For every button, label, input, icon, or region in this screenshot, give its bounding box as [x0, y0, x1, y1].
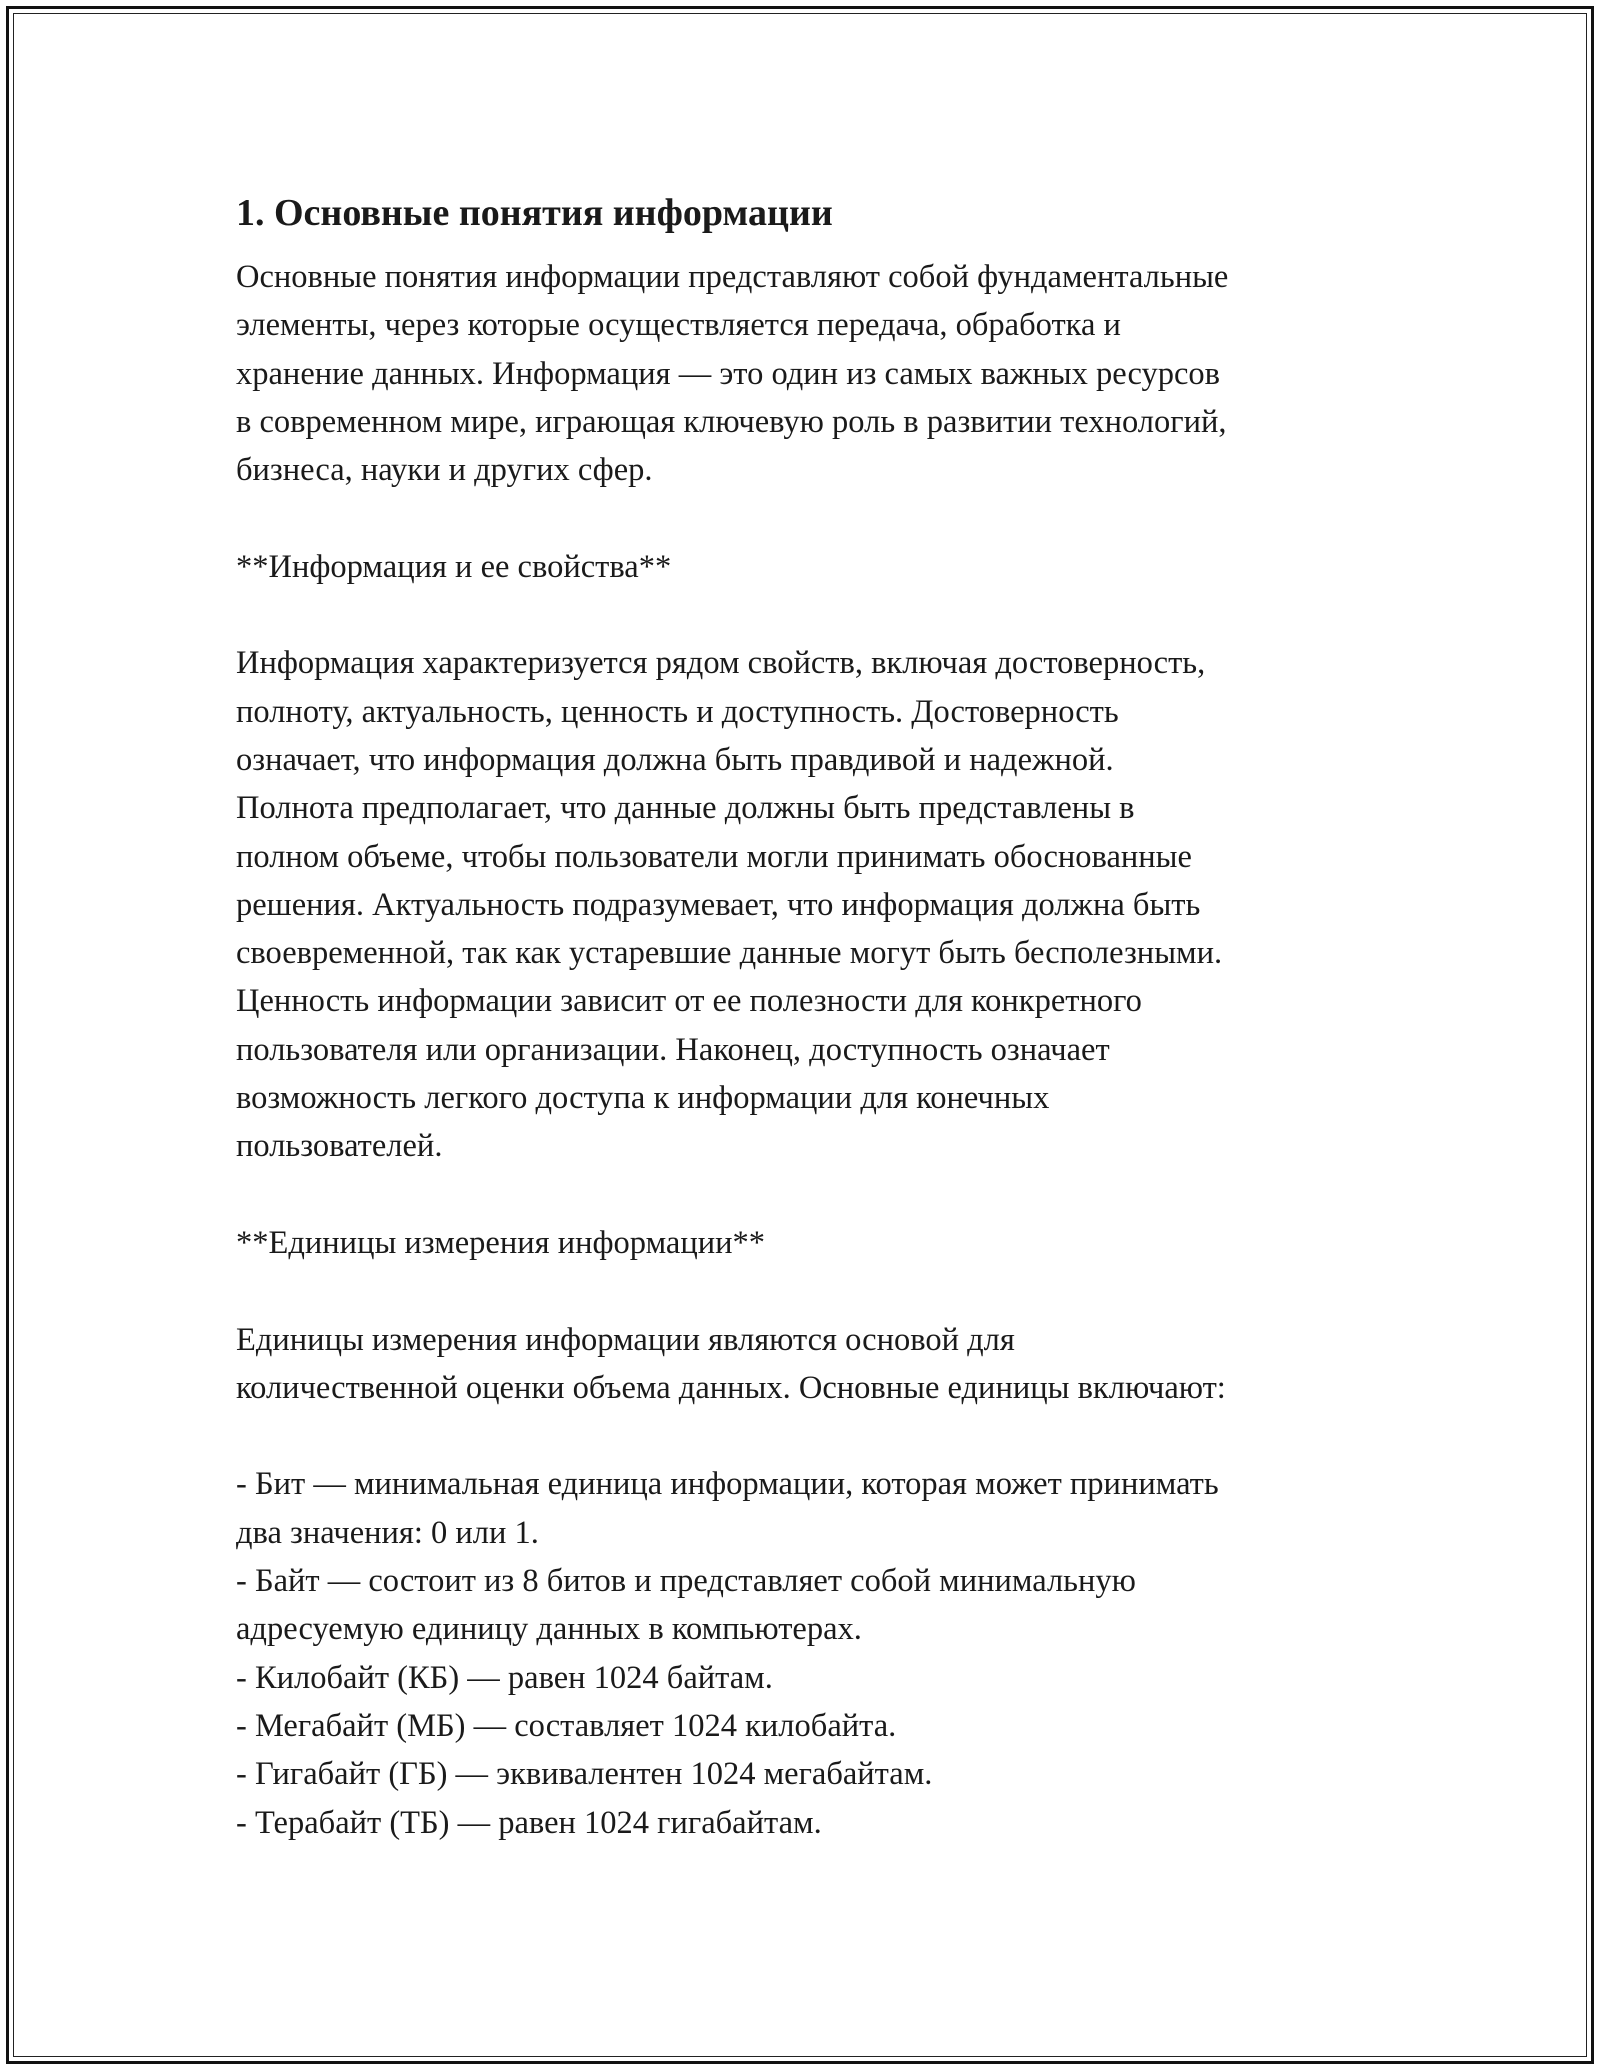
- list-item-continuation: два значения: 0 или 1.: [236, 1514, 539, 1551]
- document-body: [236, 185, 1406, 1847]
- text-line: Единицы измерения информации являются основой для: [236, 1321, 1015, 1358]
- list-item: - Килобайт (КБ) — равен 1024 байтам.: [236, 1659, 773, 1696]
- spacer: [236, 1171, 1406, 1219]
- properties-paragraph: [236, 639, 1406, 1170]
- intro-paragraph: [236, 253, 1406, 494]
- spacer: [236, 494, 1406, 542]
- units-paragraph: [236, 1316, 1406, 1413]
- text-line: Информация характеризуется рядом свойств, включая достоверность,: [236, 645, 1206, 682]
- spacer: [236, 591, 1406, 639]
- list-item: - Гигабайт (ГБ) — эквивалентен 1024 мегабайтам.: [236, 1756, 933, 1793]
- text-line: Основные понятия информации представляют собой фундаментальные: [236, 259, 1229, 295]
- spacer: [236, 1267, 1406, 1315]
- text-line: своевременной, так как устаревшие данные могут быть бесполезными.: [236, 935, 1223, 972]
- document-heading: 1. Основные понятия информации: [236, 192, 833, 234]
- list-item: - Бит — минимальная единица информации, которая может принимать: [236, 1466, 1219, 1503]
- text-line: Полнота предполагает, что данные должны быть представлены в: [236, 790, 1135, 827]
- text-line: количественной оценки объема данных. Основные единицы включают:: [236, 1369, 1226, 1406]
- text-line: Ценность информации зависит от ее полезности для конкретного: [236, 983, 1142, 1020]
- text-line: в современном мире, играющая ключевую роль в развитии технологий,: [236, 403, 1227, 440]
- list-item: - Терабайт (ТБ) — равен 1024 гигабайтам.: [236, 1804, 822, 1841]
- text-line: полном объеме, чтобы пользователи могли принимать обоснованные: [236, 838, 1192, 875]
- text-line: возможность легкого доступа к информации для конечных: [236, 1080, 1050, 1117]
- text-line: хранение данных. Информация — это один из самых важных ресурсов: [236, 355, 1220, 392]
- list-item: - Мегабайт (МБ) — составляет 1024 килобайта.: [236, 1707, 897, 1744]
- list-item: - Байт — состоит из 8 битов и представляет собой минимальную: [236, 1563, 1136, 1600]
- list-item-continuation: адресуемую единицу данных в компьютерах.: [236, 1611, 862, 1648]
- text-line: пользователей.: [236, 1128, 443, 1165]
- spacer: [236, 1412, 1406, 1460]
- text-line: означает, что информация должна быть правдивой и надежной.: [236, 741, 1114, 778]
- units-list: [236, 1460, 1406, 1846]
- text-line: решения. Актуальность подразумевает, что информация должна быть: [236, 886, 1201, 923]
- text-line: бизнеса, науки и других сфер.: [236, 452, 653, 489]
- text-line: полноту, актуальность, ценность и доступность. Достоверность: [236, 693, 1119, 730]
- text-line: пользователя или организации. Наконец, доступность означает: [236, 1031, 1110, 1068]
- section-title-units: **Единицы измерения информации**: [236, 1224, 766, 1261]
- text-line: элементы, через которые осуществляется передача, обработка и: [236, 307, 1121, 344]
- section-title-properties: **Информация и ее свойства**: [236, 548, 672, 585]
